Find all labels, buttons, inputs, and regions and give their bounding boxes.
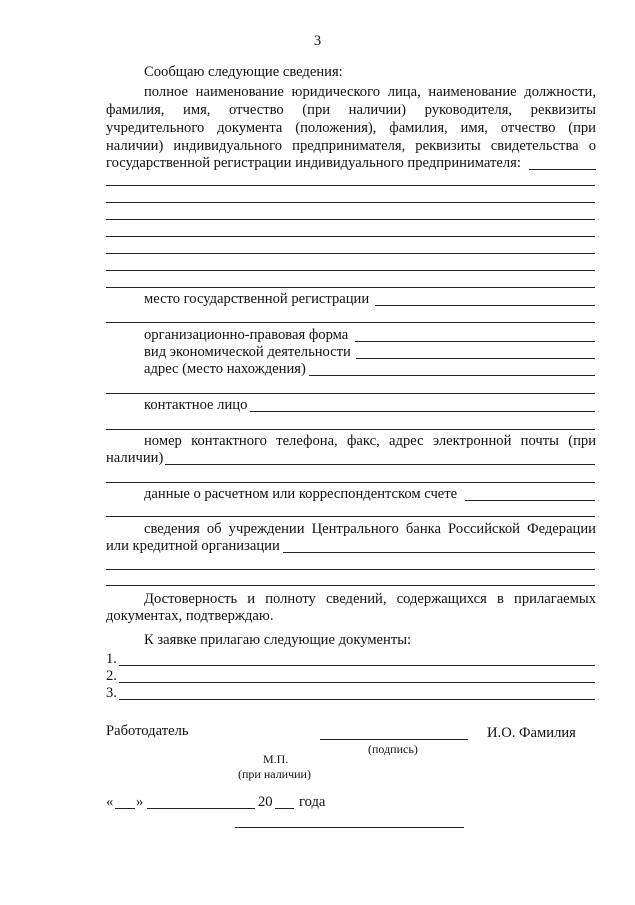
- seal-label: М.П.: [263, 752, 289, 766]
- attachments-title: К заявке прилагаю следующие документы:: [144, 632, 412, 648]
- signature-caption: (подпись): [368, 742, 418, 756]
- contacts-label-line1: номер контактного телефона, факс, адрес электронной почты (при: [144, 433, 596, 449]
- blank-line[interactable]: [106, 270, 595, 271]
- blank-line[interactable]: [106, 322, 595, 323]
- attachment-field-3[interactable]: [119, 699, 595, 700]
- blank-line[interactable]: [106, 585, 595, 586]
- contact-person-label: контактное лицо: [144, 397, 248, 413]
- intro-line: Сообщаю следующие сведения:: [144, 64, 343, 80]
- blank-line[interactable]: [106, 185, 595, 186]
- date-year-prefix: 20: [258, 794, 273, 810]
- legal-form-label: организационно-правовая форма: [144, 327, 349, 343]
- blank-line[interactable]: [529, 169, 596, 170]
- contacts-label-line2: наличии): [106, 450, 164, 466]
- bank-info-label-line1: сведения об учреждении Центрального банка Российской Федерации: [144, 521, 596, 537]
- paragraph-line-5: государственной регистрации индивидуального предпринимателя:: [106, 155, 521, 171]
- economic-activity-field[interactable]: [356, 358, 595, 359]
- blank-line[interactable]: [106, 482, 595, 483]
- blank-line[interactable]: [106, 202, 595, 203]
- employer-label: Работодатель: [106, 723, 189, 739]
- confirmation-line1: Достоверность и полноту сведений, содержащихся в прилагаемых: [144, 591, 596, 607]
- date-year-suffix: года: [299, 794, 326, 810]
- economic-activity-label: вид экономической деятельности: [144, 344, 351, 360]
- bank-account-field[interactable]: [465, 500, 595, 501]
- blank-line[interactable]: [106, 516, 595, 517]
- date-month-field[interactable]: [147, 808, 255, 809]
- attachment-number-3: 3.: [106, 685, 117, 701]
- paragraph-line-3: учредительного документа (положения), фамилия, имя, отчество (при: [106, 120, 596, 136]
- page-number: 3: [313, 33, 322, 49]
- paragraph-line-1: полное наименование юридического лица, наименование должности,: [144, 84, 596, 100]
- address-label: адрес (место нахождения): [144, 361, 306, 377]
- registration-place-label: место государственной регистрации: [144, 291, 370, 307]
- bottom-line[interactable]: [235, 827, 464, 828]
- paragraph-line-2: фамилия, имя, отчество (при наличии) руководителя, реквизиты: [106, 102, 596, 118]
- signature-field[interactable]: [320, 739, 468, 740]
- date-day-field[interactable]: [115, 808, 135, 809]
- address-field[interactable]: [309, 375, 595, 376]
- blank-line[interactable]: [106, 219, 595, 220]
- paragraph-line-4: наличии) индивидуального предпринимателя, реквизиты свидетельства о: [106, 138, 596, 154]
- contacts-field[interactable]: [165, 464, 595, 465]
- blank-line[interactable]: [106, 429, 595, 430]
- confirmation-line2: документах, подтверждаю.: [106, 608, 274, 624]
- date-open-quote: «: [106, 794, 114, 810]
- blank-line[interactable]: [106, 253, 595, 254]
- attachment-field-1[interactable]: [119, 665, 595, 666]
- date-year-field[interactable]: [275, 808, 294, 809]
- attachment-number-1: 1.: [106, 651, 117, 667]
- name-label: И.О. Фамилия: [487, 725, 576, 741]
- date-close-quote: »: [136, 794, 144, 810]
- blank-line[interactable]: [106, 393, 595, 394]
- attachment-field-2[interactable]: [119, 682, 595, 683]
- blank-line[interactable]: [106, 569, 595, 570]
- bank-info-field[interactable]: [283, 552, 595, 553]
- bank-account-label: данные о расчетном или корреспондентском счете: [144, 486, 458, 502]
- seal-note: (при наличии): [238, 767, 311, 781]
- bank-info-label-line2: или кредитной организации: [106, 538, 280, 554]
- registration-place-field[interactable]: [375, 305, 595, 306]
- contact-person-field[interactable]: [250, 411, 595, 412]
- legal-form-field[interactable]: [355, 341, 595, 342]
- attachment-number-2: 2.: [106, 668, 117, 684]
- blank-line[interactable]: [106, 236, 595, 237]
- blank-line[interactable]: [106, 287, 595, 288]
